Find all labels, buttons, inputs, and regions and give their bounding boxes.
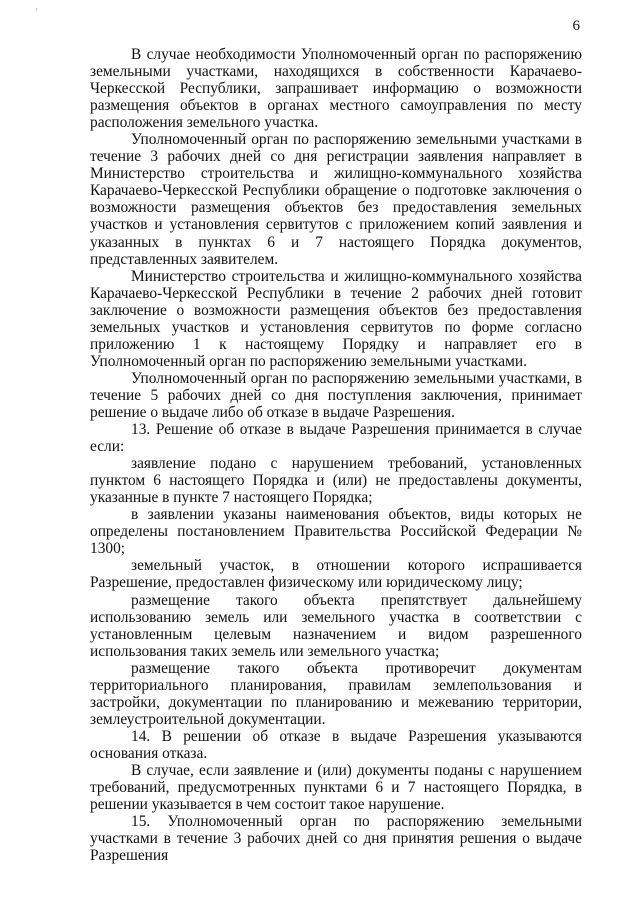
paragraph: размещение такого объекта противоречит документам территориального планирования, правилам землепользования и застройки, документации по планированию и межеванию территории, землеустроительной документации. (90, 659, 582, 728)
paragraph: Уполномоченный орган по распоряжению земельными участками, в течение 5 рабочих дней со дня поступления заключения, принимает решение о выдаче либо об отказе в выдаче Разрешения. (90, 369, 582, 421)
paragraph: Уполномоченный орган по распоряжению земельными участками в течение 3 рабочих дней со дня регистрации заявления направляет в Министерство строительства и жилищно-коммунального хозяйства Карачаево-Черкесской Республики обращение о подготовке заключения о возможности размещения объектов без предоставления земельных участков и установления сервитутов с приложением копий заявления и указанных в пунктах 6 и 7 настоящего Порядка документов, представленных заявителем. (90, 131, 582, 268)
paragraph: Министерство строительства и жилищно-коммунального хозяйства Карачаево-Черкесской Республики в течение 2 рабочих дней готовит заключение о возможности размещения объектов без предоставления земельных участков и установления сервитутов по форме согласно приложению 1 к настоящему Порядку и направляет его в Уполномоченный орган по распоряжению земельными участками. (90, 267, 582, 370)
page-number: 6 (572, 18, 580, 34)
paragraph: 15. Уполномоченный орган по распоряжению земельными участками в течение 3 рабочих дней со дня принятия решения о выдаче Разрешения (90, 813, 582, 865)
paragraph: размещение такого объекта препятствует дальнейшему использованию земель или земельного участка в соответствии с установленным целевым назначением и видом разрешенного использования таких земель или земельного участка; (90, 591, 582, 660)
paragraph: В случае необходимости Уполномоченный орган по распоряжению земельными участками, находящихся в собственности Карачаево-Черкесской Республики, запрашивает информацию о возможности размещения объектов в органах местного самоуправления по месту расположения земельного участка. (90, 46, 582, 132)
paragraph: 14. В решении об отказе в выдаче Разрешения указываются основания отказа. (90, 727, 582, 762)
paragraph: земельный участок, в отношении которого испрашивается Разрешение, предоставлен физическому или юридическому лицу; (90, 557, 582, 592)
body-text (90, 46, 582, 864)
paragraph: В случае, если заявление и (или) документы поданы с нарушением требований, предусмотренных пунктами 6 и 7 настоящего Порядка, в решении указывается в чем состоит такое нарушение. (90, 761, 582, 814)
paragraph: заявление подано с нарушением требований, установленных пунктом 6 настоящего Порядка и (или) не предоставлены документы, указанные в пункте 7 настоящего Порядка; (90, 455, 582, 507)
corner-mark: ' (36, 7, 38, 17)
paragraph: 13. Решение об отказе в выдаче Разрешения принимается в случае если: (90, 421, 582, 456)
paragraph: в заявлении указаны наименования объектов, виды которых не определены постановлением Правительства Российской Федерации № 1300; (90, 506, 582, 558)
